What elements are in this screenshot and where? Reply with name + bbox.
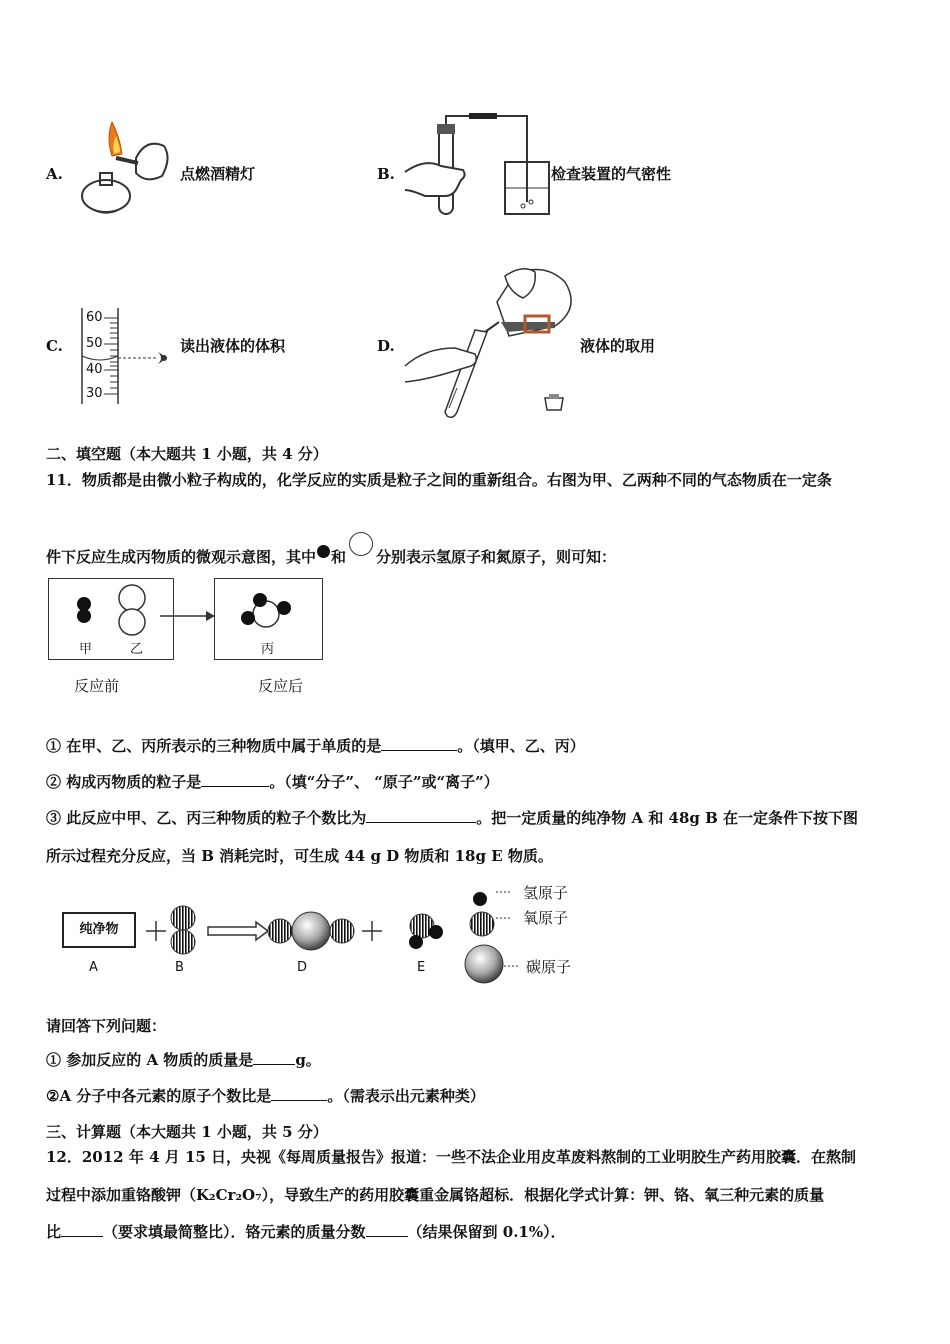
q12-line3 (46, 1222, 566, 1242)
q11-s3 (46, 808, 858, 828)
q11-s3-text: ③ 此反应中甲、乙、丙三种物质的粒子个数比为 (46, 809, 367, 827)
q11-s1-text: ① 在甲、乙、丙所表示的三种物质中属于单质的是 (46, 737, 382, 755)
q11-line2-c: 分别表示氢原子和氮原子，则可知： (376, 548, 617, 566)
q11-s3-line2: 所示过程充分反应，当 B 消耗完时，可生成 44 g D 物质和 18g E 物质。 (46, 847, 553, 865)
q11-line2-b: 和 (331, 548, 347, 566)
option-c-caption: 读出液体的体积 (180, 337, 286, 355)
hydrogen-atom-icon (317, 545, 330, 558)
q11-r2-end: 。（需表示出元素种类） (327, 1087, 485, 1105)
label-b: B (175, 960, 184, 975)
legend-hydrogen: 氢原子 (523, 884, 569, 902)
option-b-letter: B. (377, 165, 395, 183)
alcohol-lamp-illustration (76, 118, 176, 218)
r2-answer-blank[interactable] (271, 1086, 327, 1101)
label-bing: 丙 (261, 642, 275, 657)
fraction-answer-blank[interactable] (366, 1222, 408, 1237)
q11-line1: 11．物质都是由微小粒子构成的，化学反应的实质是粒子之间的重新组合。右图为甲、乙两种不同的气态物质在一定条 (46, 471, 832, 489)
label-before: 反应前 (74, 677, 120, 695)
option-b-caption: 检查装置的气密性 (551, 165, 672, 183)
option-a-letter: A. (46, 165, 63, 183)
airtightness-apparatus-illustration (405, 110, 555, 220)
q11-s2-text: ② 构成丙物质的粒子是 (46, 773, 202, 791)
label-after: 反应后 (258, 677, 304, 695)
section2-heading: 二、填空题（本大题共 1 小题，共 4 分） (46, 445, 328, 463)
legend-carbon: 碳原子 (526, 958, 572, 976)
nitrogen-atom-icon (349, 532, 373, 556)
q12-line3-c: （结果保留到 0.1%）． (407, 1223, 566, 1241)
label-yi: 乙 (130, 642, 144, 657)
q11-r1-text: ① 参加反应的 A 物质的质量是 (46, 1051, 254, 1069)
option-a-caption: 点燃酒精灯 (180, 165, 256, 183)
q11-s1 (46, 736, 585, 756)
s1-answer-blank[interactable] (381, 736, 457, 751)
legend-oxygen: 氧原子 (523, 909, 569, 927)
q11-s2-end: 。（填“分子”、 “原子”或“离子”） (269, 773, 499, 791)
label-e: E (417, 960, 426, 975)
cylinder-scale-30: 30 (86, 386, 103, 401)
liquid-pouring-illustration (405, 262, 585, 422)
label-d: D (297, 960, 308, 975)
cylinder-scale-60: 60 (86, 310, 103, 325)
q12-line2: 过程中添加重铬酸钾（K₂Cr₂O₇），导致生产的药用胶囊重金属铬超标．根据化学式计算：钾、铬、氧三种元素的质量 (46, 1186, 825, 1204)
q11-r2 (46, 1086, 485, 1106)
label-jia: 甲 (79, 642, 93, 657)
section3-heading: 三、计算题（本大题共 1 小题，共 5 分） (46, 1123, 328, 1141)
cylinder-scale-40: 40 (86, 362, 103, 377)
reaction2-diagram (140, 880, 440, 960)
q11-line2-a: 件下反应生成丙物质的微观示意图，其中 (46, 548, 317, 566)
s2-answer-blank[interactable] (201, 772, 269, 787)
q11-s1-end: 。（填甲、乙、丙） (457, 737, 585, 755)
s3-answer-blank[interactable] (366, 808, 476, 823)
pure-substance-label: 纯净物 (79, 922, 119, 937)
option-c-letter: C. (46, 337, 63, 355)
option-d-letter: D. (377, 337, 395, 355)
q11-s3-end: 。把一定质量的纯净物 A 和 48g B 在一定条件下按下图 (476, 809, 859, 827)
label-a: A (89, 960, 98, 975)
pure-substance-box (62, 912, 136, 948)
q11-ask: 请回答下列问题： (46, 1017, 167, 1035)
q12-line3-b: （要求填最简整比）．铬元素的质量分数 (103, 1223, 366, 1241)
q12-line3-a: 比 (46, 1223, 62, 1241)
q11-s2 (46, 772, 499, 792)
r1-answer-blank[interactable] (253, 1050, 295, 1065)
q12-line1: 12．2012 年 4 月 15 日，央视《每周质量报告》报道：一些不法企业用皮革废料熬制的工业明胶生产药用胶囊．在熬制 (46, 1148, 857, 1166)
q11-r1 (46, 1050, 321, 1070)
q11-line2 (46, 532, 616, 567)
reaction-arrow (160, 610, 216, 622)
q11-r1-end: g。 (295, 1051, 321, 1069)
q11-r2-text: ②A 分子中各元素的原子个数比是 (46, 1087, 272, 1105)
ratio-answer-blank[interactable] (61, 1222, 103, 1237)
reactant-molecules (48, 578, 174, 660)
option-d-caption: 液体的取用 (580, 337, 656, 355)
atom-legend-icons (462, 884, 522, 984)
cylinder-scale-50: 50 (86, 336, 103, 351)
